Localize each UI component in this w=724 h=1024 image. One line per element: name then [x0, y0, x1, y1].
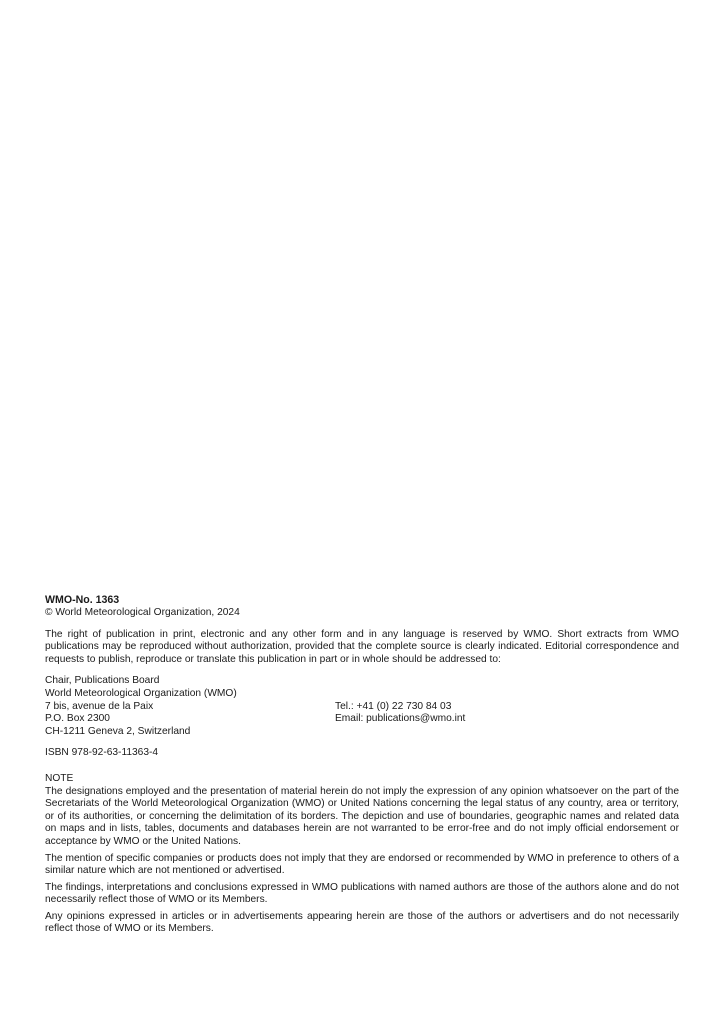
note-paragraph: Any opinions expressed in articles or in advertisements appearing herein are those of the authors or advertisers and do not necessarily reflect those of WMO or its Members.: [45, 910, 679, 935]
address-row: [45, 713, 679, 726]
copyright-line: © World Meteorological Organization, 2024: [45, 607, 240, 618]
isbn: ISBN 978-92-63-11363-4: [45, 747, 159, 759]
address-line-city: CH-1211 Geneva 2, Switzerland: [45, 725, 191, 737]
address-line-organization: World Meteorological Organization (WMO): [45, 687, 237, 699]
address-line-board: Chair, Publications Board: [45, 675, 160, 687]
address-line-street: 7 bis, avenue de la Paix: [45, 700, 154, 712]
contact-address: [45, 675, 679, 738]
publication-number: WMO-No. 1363: [45, 594, 120, 606]
address-row: [45, 688, 679, 701]
address-row: [45, 701, 679, 714]
note-paragraph: The mention of specific companies or products does not imply that they are endorsed or recommended by WMO in preference to others of a similar nature which are not mentioned or advertised.: [45, 852, 679, 877]
note-paragraph: The designations employed and the presentation of material herein do not imply the expression of any opinion whatsoever on the part of the Secretariats of the World Meteorological Organization (WMO) or United Nations concerning the legal status of any country, area or territory, or of its authorities, or concerning the delimitation of its borders. The depiction and use of boundaries, geographic names and related data on maps and in lists, tables, documents and databases herein are not warranted to be error-free and do not imply official endorsement or acceptance by WMO or the United Nations.: [45, 785, 679, 847]
note-heading: NOTE: [45, 772, 74, 784]
telephone-number: Tel.: +41 (0) 22 730 84 03: [335, 700, 452, 712]
note-paragraph: The findings, interpretations and conclusions expressed in WMO publications with named authors are those of the authors alone and do not necessarily reflect those of WMO or its Members.: [45, 881, 679, 906]
imprint-block: [45, 594, 679, 940]
rights-statement: The right of publication in print, electronic and any other form and in any language is reserved by WMO. Short extracts from WMO publications may be reproduced without authorization, provided that the complete source is clearly indicated. Editorial correspondence and requests to publish, reproduce or translate this publication in part or in whole should be addressed to:: [45, 628, 679, 665]
email-address: Email: publications@wmo.int: [335, 713, 466, 725]
address-row: [45, 726, 679, 739]
note-section: [45, 773, 679, 936]
address-line-po-box: P.O. Box 2300: [45, 713, 110, 725]
address-row: [45, 675, 679, 688]
